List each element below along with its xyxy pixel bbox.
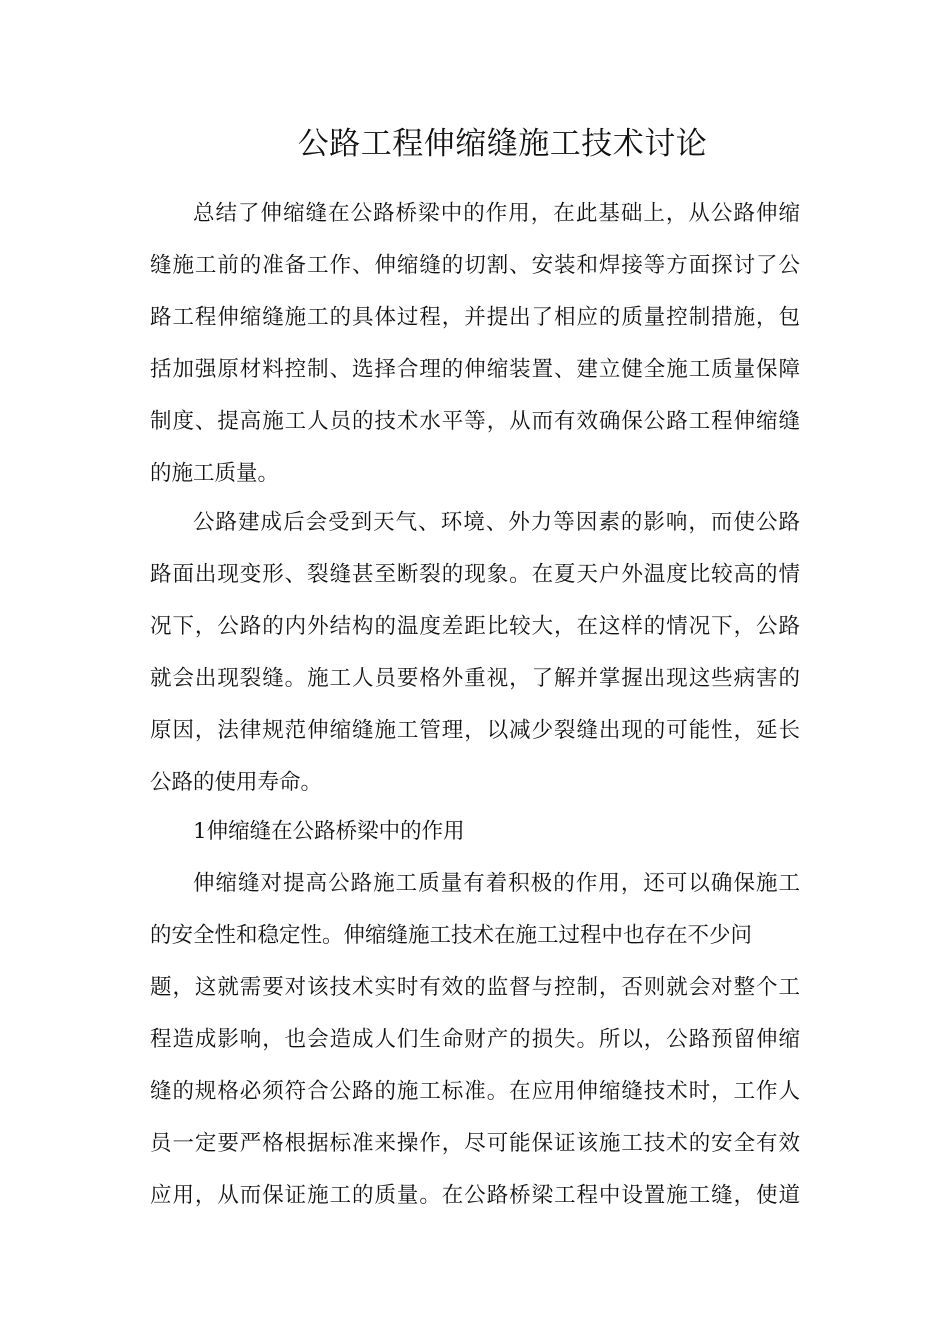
paragraph-line: 原因，法律规范伸缩缝施工管理，以减少裂缝出现的可能性，延长 <box>150 718 800 743</box>
paragraph-line: 的安全性和稳定性。伸缩缝施工技术在施工过程中也存在不少问 <box>150 923 753 948</box>
paragraph-line: 的施工质量。 <box>150 461 280 486</box>
paragraph-line: 应用，从而保证施工的质量。在公路桥梁工程中设置施工缝，使道 <box>150 1183 800 1208</box>
paragraph-line: 题，这就需要对该技术实时有效的监督与控制，否则就会对整个工 <box>150 975 800 1000</box>
paragraph-line: 员一定要严格根据标准来操作，尽可能保证该施工技术的安全有效 <box>150 1131 800 1156</box>
paragraph-line: 况下，公路的内外结构的温度差距比较大，在这样的情况下，公路 <box>150 614 800 639</box>
paragraph-line: 缝的规格必须符合公路的施工标准。在应用伸缩缝技术时，工作人 <box>150 1079 800 1104</box>
section-heading-block <box>150 806 800 858</box>
paragraph-line: 公路的使用寿命。 <box>150 770 323 795</box>
abstract-paragraph <box>150 188 800 500</box>
paragraph-line: 缝施工前的准备工作、伸缩缝的切割、安装和焊接等方面探讨了公 <box>150 253 800 278</box>
intro-paragraph <box>150 497 800 809</box>
paragraph-line: 路工程伸缩缝施工的具体过程，并提出了相应的质量控制措施，包 <box>150 305 800 330</box>
paragraph-line: 制度、提高施工人员的技术水平等，从而有效确保公路工程伸缩缝 <box>150 409 800 434</box>
section-paragraph <box>150 858 800 1222</box>
paragraph-line: 就会出现裂缝。施工人员要格外重视，了解并掌握出现这些病害的 <box>150 666 800 691</box>
paragraph-line: 总结了伸缩缝在公路桥梁中的作用，在此基础上，从公路伸缩 <box>193 201 800 226</box>
paragraph-line: 伸缩缝对提高公路施工质量有着积极的作用，还可以确保施工 <box>193 871 800 896</box>
document-title: 公路工程伸缩缝施工技术讨论 <box>297 126 708 162</box>
paragraph-line: 程造成影响，也会造成人们生命财产的损失。所以，公路预留伸缩 <box>150 1027 800 1052</box>
paragraph-line: 路面出现变形、裂缝甚至断裂的现象。在夏天户外温度比较高的情 <box>150 562 800 587</box>
section-heading: 1伸缩缝在公路桥梁中的作用 <box>193 819 465 844</box>
paragraph-line: 公路建成后会受到天气、环境、外力等因素的影响，而使公路 <box>193 510 800 535</box>
paragraph-line: 括加强原材料控制、选择合理的伸缩装置、建立健全施工质量保障 <box>150 357 800 382</box>
